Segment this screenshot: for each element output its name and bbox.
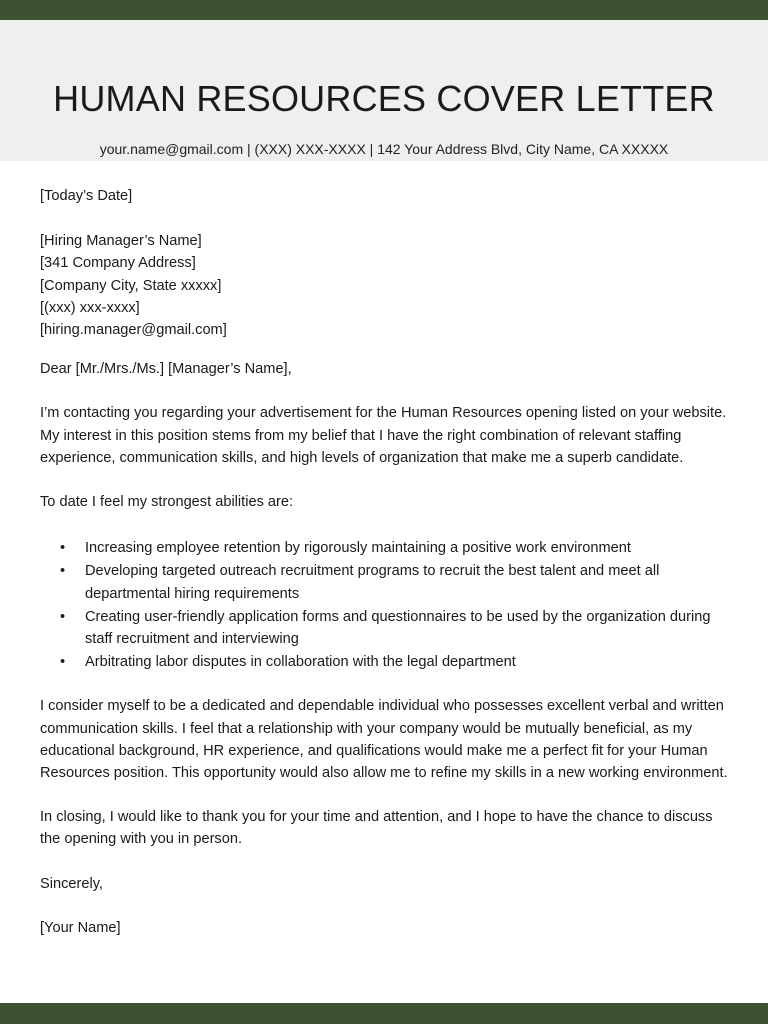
abilities-intro: To date I feel my strongest abilities are:: [40, 494, 294, 511]
list-item-text: Arbitrating labor disputes in collaboration with the legal department: [85, 654, 516, 671]
recipient-phone: [(xxx) xxx-xxxx]: [40, 299, 140, 316]
bullet-icon: •: [60, 654, 66, 671]
bullet-icon: •: [60, 540, 66, 557]
bottom-accent-bar: [0, 1003, 768, 1024]
recipient-email: [hiring.manager@gmail.com]: [40, 322, 227, 339]
list-item-text: Creating user-friendly application forms and questionnaires to be used by the organization during staff recruitment and interviewing: [85, 608, 711, 648]
page-title: HUMAN RESOURCES COVER LETTER: [53, 78, 715, 119]
recipient-block: [40, 230, 735, 341]
intro-paragraph: I’m contacting you regarding your advertisement for the Human Resources opening listed on your website. My interest in this position stems from my belief that I have the right combination of relevant staffing experience, communication skills, and high levels of organization that make me a superb candidate.: [40, 405, 727, 466]
list-item-text: Increasing employee retention by rigorously maintaining a positive work environment: [85, 540, 631, 557]
recipient-address: [341 Company Address]: [40, 255, 196, 272]
closing-paragraph: In closing, I would like to thank you for your time and attention, and I hope to have the chance to discuss the opening with you in person.: [40, 809, 713, 848]
body-paragraph: I consider myself to be a dedicated and dependable individual who possesses excellent verbal and written communication skills. I feel that a relationship with your company would be mutually beneficial, as my educational background, HR experience, and qualifications would make me a perfect fit for your Human Resources position. This opportunity would also allow me to refine my skills in a new working environment.: [40, 698, 728, 782]
abilities-list: [40, 537, 735, 673]
list-item-text: Developing targeted outreach recruitment programs to recruit the best talent and meet all departmental hiring requirements: [85, 563, 660, 602]
list-item: [40, 537, 735, 559]
contact-line: your.name@gmail.com | (XXX) XXX-XXXX | 142 Your Address Blvd, City Name, CA XXXXX: [99, 141, 669, 157]
recipient-name: [Hiring Manager’s Name]: [40, 233, 202, 250]
letter-date: [Today’s Date]: [40, 188, 133, 204]
recipient-city-state: [Company City, State xxxxx]: [40, 277, 222, 294]
top-accent-bar: [0, 0, 768, 20]
letter-body: [40, 185, 735, 939]
list-item: [40, 560, 735, 604]
bullet-icon: •: [60, 563, 66, 580]
signature: [Your Name]: [40, 919, 121, 936]
bullet-icon: •: [60, 608, 66, 625]
salutation: Dear [Mr./Mrs./Ms.] [Manager’s Name],: [40, 361, 292, 378]
list-item: [40, 606, 735, 650]
signoff: Sincerely,: [40, 875, 103, 892]
letter-header: [0, 20, 768, 161]
list-item: [40, 651, 735, 673]
